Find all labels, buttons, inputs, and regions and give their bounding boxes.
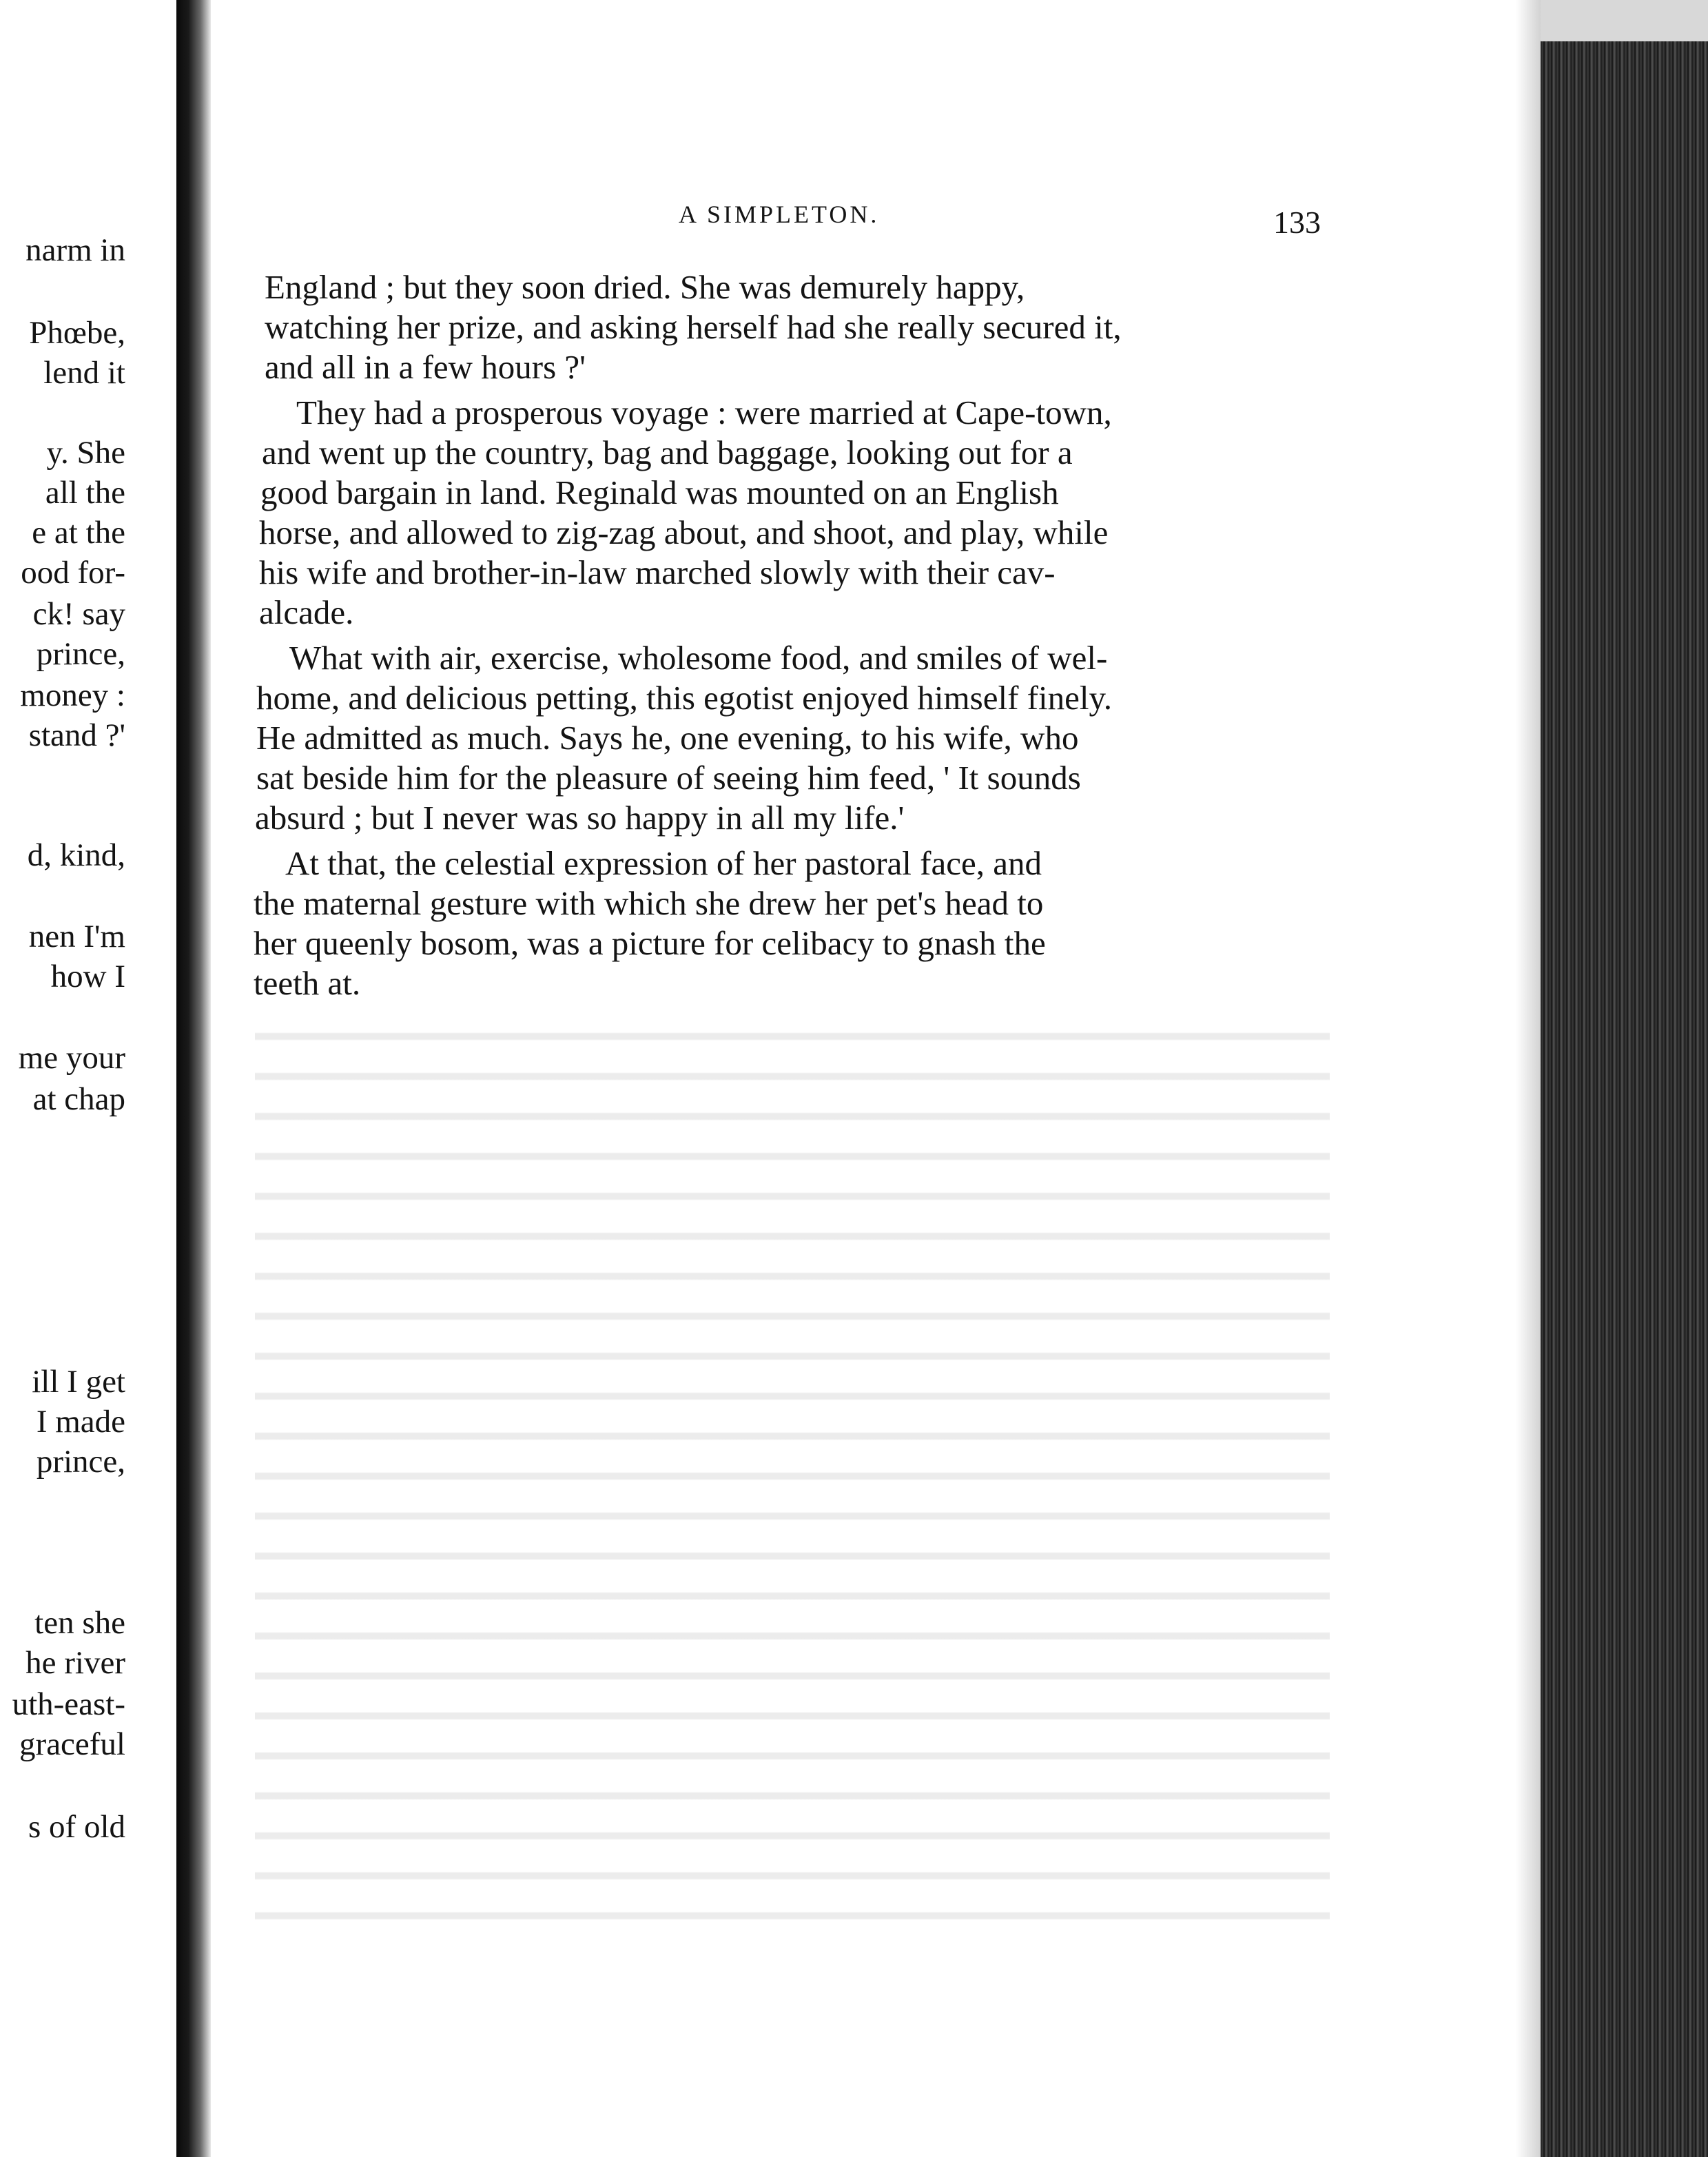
left-page-fragment: money : xyxy=(20,677,125,713)
body-line: What with air, exercise, wholesome food, and smiles of wel- xyxy=(289,639,1108,677)
running-head: A SIMPLETON. xyxy=(679,201,880,228)
body-line: her queenly bosom, was a picture for celibacy to gnash the xyxy=(254,924,1046,962)
left-facing-page xyxy=(0,0,179,2157)
body-line: absurd ; but I never was so happy in all my life.' xyxy=(255,799,905,837)
page-number: 133 xyxy=(1273,205,1321,240)
body-line: At that, the celestial expression of her pastoral face, and xyxy=(285,844,1042,882)
body-line: home, and delicious petting, this egotist enjoyed himself finely. xyxy=(256,679,1113,717)
left-page-fragment: s of old xyxy=(28,1809,125,1845)
left-page-fragment: graceful xyxy=(19,1726,125,1762)
left-page-fragment: at chap xyxy=(32,1081,125,1117)
left-page-fragment: I made xyxy=(36,1404,125,1440)
left-page-fragment: all the xyxy=(45,475,125,511)
left-page-fragment: ill I get xyxy=(32,1364,125,1400)
left-page-fragment: ood for- xyxy=(21,555,125,591)
book-gutter-shadow xyxy=(176,0,211,2157)
left-page-fragment: lend it xyxy=(43,355,125,391)
left-page-fragment: Phœbe, xyxy=(29,315,125,351)
body-line: teeth at. xyxy=(254,964,361,1002)
left-page-fragment: prince, xyxy=(36,636,125,672)
body-line: sat beside him for the pleasure of seeing him feed, ' It sounds xyxy=(256,759,1081,797)
book-page-edges xyxy=(1541,0,1708,2157)
body-line: England ; but they soon dried. She was demurely happy, xyxy=(265,268,1025,306)
left-page-fragment: e at the xyxy=(32,515,125,551)
book-page-edges-top xyxy=(1541,0,1708,41)
body-line: the maternal gesture with which she drew her pet's head to xyxy=(254,884,1044,922)
body-line: his wife and brother-in-law marched slowly with their cav- xyxy=(259,553,1056,591)
left-page-fragment: he river xyxy=(25,1645,125,1681)
body-line: They had a prosperous voyage : were married at Cape-town, xyxy=(296,393,1112,431)
left-page-fragment: stand ?' xyxy=(28,717,125,753)
left-page-fragment: ck! say xyxy=(32,596,125,632)
left-page-fragment: nen I'm xyxy=(28,919,125,954)
left-page-fragment: y. She xyxy=(46,435,125,471)
body-line: good bargain in land. Reginald was mounted on an English xyxy=(260,473,1059,511)
body-line: and went up the country, bag and baggage, looking out for a xyxy=(262,433,1073,471)
left-page-fragment: prince, xyxy=(36,1444,125,1480)
body-line: watching her prize, and asking herself had she really secured it, xyxy=(265,308,1122,346)
body-line: alcade. xyxy=(259,593,354,631)
body-line: and all in a few hours ?' xyxy=(265,348,586,386)
show-through-texture xyxy=(255,1006,1330,1930)
body-line: He admitted as much. Says he, one evening, to his wife, who xyxy=(256,719,1079,757)
left-page-fragment: narm in xyxy=(25,232,125,268)
left-page-fragment: how I xyxy=(50,959,125,994)
left-page-fragment: ten she xyxy=(34,1605,125,1641)
body-line: horse, and allowed to zig-zag about, and shoot, and play, while xyxy=(259,513,1109,551)
left-page-fragment: uth-east- xyxy=(12,1686,125,1722)
left-page-fragment: d, kind, xyxy=(27,837,125,873)
left-page-fragment: me your xyxy=(18,1040,125,1076)
